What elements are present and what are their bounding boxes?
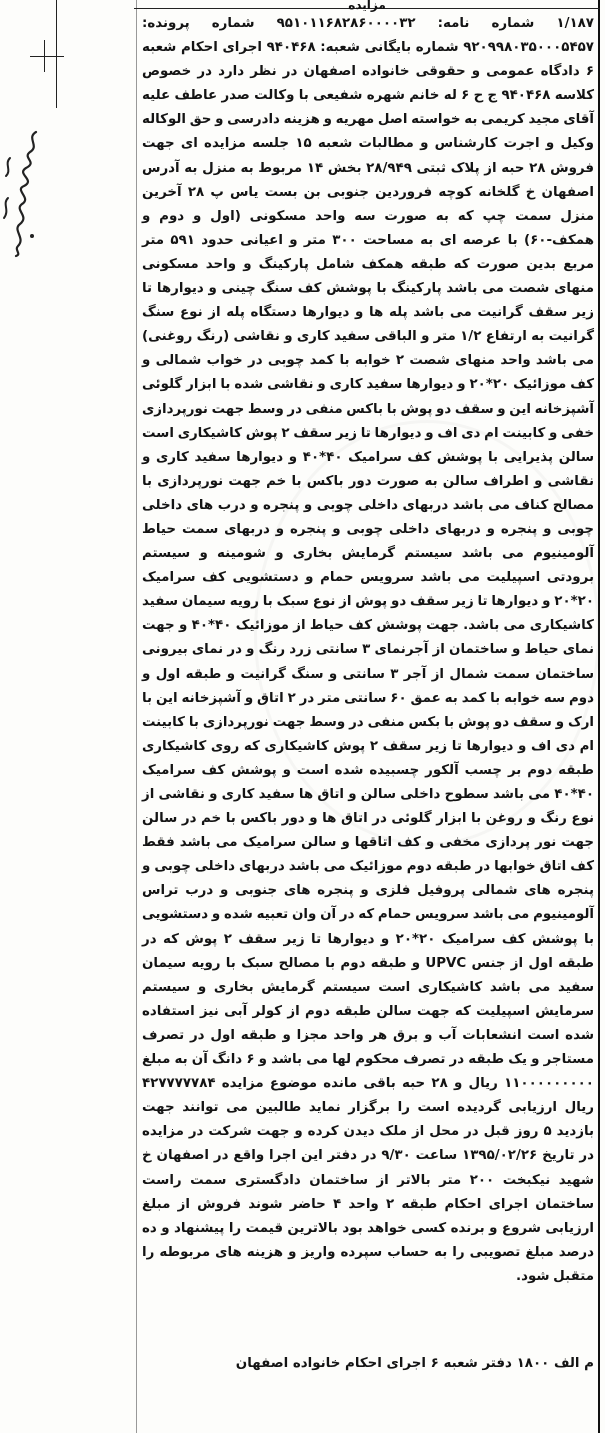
- column-left-rule: [136, 0, 137, 1433]
- notice-heading: مزایده: [348, 0, 386, 12]
- notice-column: [134, 0, 600, 1433]
- handwritten-signature: [0, 128, 48, 258]
- margin-line: [56, 0, 57, 108]
- column-right-rule: [598, 0, 600, 1433]
- margin-tick: [30, 56, 64, 57]
- notice-body: ۱/۱۸۷ شماره نامه: ۹۵۱۰۱۱۶۸۲۸۶۰۰۰۰۳۲ شماره پرونده: ۹۲۰۹۹۸۰۳۵۰۰۰۵۴۵۷ شماره بایگانی شعبه: ۹۴۰۴۶۸ اجرای احکام شعبه ۶ دادگاه عمومی و حقوقی خانواده اصفهان در نظر دارد در خصوص کلاسه ۹۴۰۴۶۸ ج ح ۶ له خانم شهره شفیعی با وکالت صدر عاطف علیه آقای مجید کریمی به خواسته اصل مهریه و هزینه دادرسی و حق الوکاله وکیل و اجرت کارشناس و مطالبات شعبه ۱۵ جلسه مزایده ای جهت فروش ۲۸ حبه از پلاک ثبتی ۲۸/۹۴۹ بخش ۱۴ مربوط به منزل به آدرس اصفهان خ گلخانه کوچه فروردین جنوبی بن بست یاس پ ۲۸ آخرین منزل سمت چپ که به صورت سه واحد مسکونی (اول و دوم و همکف-۶۰) با عرصه ای به مساحت ۳۰۰ متر و اعیانی حدود ۵۹۱ متر مربع بدین صورت که طبقه همکف شامل پارکینگ و واحد مسکونی منهای شصت می باشد پارکینگ با پوشش کف سنگ چینی و دیوارها تا زیر سقف گرانیت می باشد پله ها و دیوارها دستگاه پله از نوع سنگ گرانیت به ارتفاع ۱/۲ متر و الباقی سفید کاری و نقاشی (رنگ روغنی) می باشد واحد منهای شصت ۲ خوابه با کمد چوبی در خواب شمالی و کف موزائیک ۲۰*۲۰ و دیوارها سفید کاری و نقاشی شده با ابزار گلوئی آشپزخانه این و سقف دو پوش با باکس منفی در وسط جهت نورپردازی خفی و کابینت ام دی اف و دیوارها تا زیر سقف ۲ پوش کاشیکاری است سالن پذیرایی با پوشش کف سرامیک ۴۰*۴۰ و دیوارها سفید کاری و نقاشی و اطراف سالن به صورت دور باکس با خم جهت نورپردازی با مصالح کناف می باشد دربهای داخلی چوبی و پنجره و درب های داخلی چوبی و پنجره و دربهای داخلی چوبی و پنجره و دربهای سمت حیاط آلومینیوم می باشد سیستم گرمایش بخاری و شومینه و سیستم برودتی اسپیلیت می باشد سرویس حمام و دستشویی کف سرامیک ۲۰*۲۰ و دیوارها تا زیر سقف دو پوش از نوع سبک با رویه سیمان سفید کاشیکاری می باشد. جهت پوشش کف حیاط از موزائیک ۴۰*۴۰ و جهت نمای حیاط و ساختمان از آجرنمای ۳ سانتی زرد رنگ و در نمای بیرونی ساختمان سمت شمال از آجر ۳ سانتی و سنگ گرانیت و طبقه اول و دوم سه خوابه با کمد به عمق ۶۰ سانتی متر در ۲ اتاق و آشپزخانه این با ارک و سقف دو پوش با بکس منفی در وسط جهت نورپردازی با کابینت ام دی اف و دیوارها تا زیر سقف ۲ پوش کاشیکاری که روی کاشیکاری طبقه دوم بر چسب آلکور چسبیده شده است و پوشش کف سرامیک ۴۰*۴۰ می باشد سطوح داخلی سالن و اتاق ها سفید کاری و نقاشی از نوع رنگ و روغن با ابزار گلوئی در اتاق ها و دور باکس با خم در سالن جهت نور پردازی مخفی و کف اتاقها و سالن سرامیک می باشد فقط کف اتاق خوابها در طبقه دوم موزائیک می باشد دربهای داخلی چوبی و پنجره های شمالی پروفیل فلزی و پنجره های جنوبی و درب تراس آلومینیوم می باشد سرویس حمام که در آن وان تعبیه شده و دستشویی با پوشش کف سرامیک ۲۰*۲۰ و دیوارها تا زیر سقف ۲ پوش که در طبقه اول از جنس UPVC و طبقه دوم با مصالح سبک با رویه سیمان سفید می باشد کاشیکاری است سیستم گرمایش بخاری و سیستم سرمایش اسپیلیت که جهت سالن طبقه دوم از کولر آبی نیز استفاده شده است انشعابات آب و برق هر واحد مجزا و طبقه اول در تصرف مستاجر و یک طبقه در تصرف محکوم لها می باشد و ۶ دانگ آن به مبلغ ۱۱۰۰۰۰۰۰۰۰۰ ریال و ۲۸ حبه باقی مانده موضوع مزایده ۴۲۷۷۷۷۷۸۴ ریال ارزیابی گردیده است را برگزار نماید طالبین می توانند جهت بازدید ۵ روز قبل در محل از ملک دیدن کرده و جهت شرکت در مزایده در تاریخ ۱۳۹۵/۰۲/۲۶ ساعت ۹/۳۰ در دفتر این اجرا واقع در اصفهان خ شهید نیکبخت ۲۰۰ متر بالاتر از ساختمان دادگستری سمت راست ساختمان اجرای احکام طبقه ۲ واحد ۴ حاضر شوند فروش از مبلغ ارزیابی شروع و برنده کسی خواهد بود بالاترین قیمت را پیشنهاد و ده درصد مبلغ تصویبی را به حساب سپرده واریز و هزینه های مربوطه را متقبل شود.: [142, 16, 595, 1284]
- margin-tick-vertical: [44, 40, 45, 72]
- notice-footer: م الف ۱۸۰۰ دفتر شعبه ۶ اجرای احکام خانواده اصفهان: [235, 1356, 594, 1371]
